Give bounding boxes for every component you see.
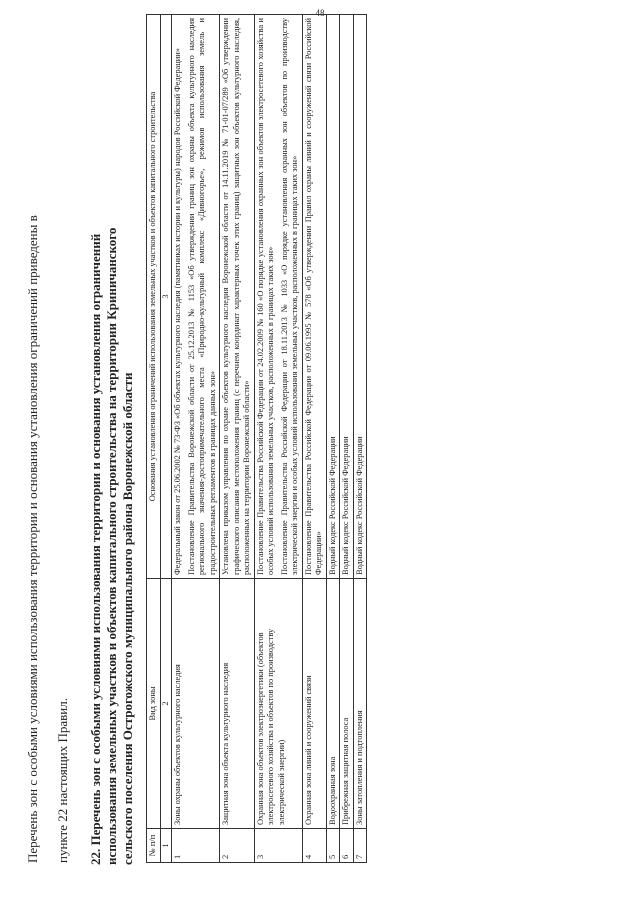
column-number: 1 — [160, 829, 172, 863]
heading-line-3: сельского поселения Острогожского муниципального района Воронежской области — [120, 372, 135, 865]
row-number: 4 — [302, 829, 326, 863]
basis-paragraph: Постановление Правительства Воронежской области от 25.12.2013 № 1153 «Об утверждении границ зон охраны объекта культурного наследия регионального значения-достопримечательного места «Природно-культурный комплекс «Дивногорье», режимов использования земель и градостроительных регламентов в границах данных зон» — [186, 18, 217, 575]
header-basis: Основания установления ограничений использования земельных участков и объектов капитального строительства — [147, 15, 161, 579]
basis-paragraph: Водный кодекс Российской Федерации — [354, 436, 364, 575]
table-row — [172, 15, 220, 863]
section-heading — [88, 20, 136, 865]
zone-basis — [220, 15, 255, 579]
basis-paragraph: Постановление Правительства Российской Федерации от 18.11.2013 № 1033 «О порядке установления охранных зон объектов по производству электрической энергии и особых условий использования земельных участков, расположенных в границах таких зон» — [279, 18, 299, 575]
intro-paragraph — [18, 23, 78, 863]
basis-paragraph: Установлена приказом управления по охране объектов культурного наследия Воронежской области от 14.11.2019 № 71-01-07/289 «Об утверждении графического описания местоположения границ (с перечнем координат характерных точек этих границ) защитных зон объектов культурного наследия, расположенных на территории Воронежской области» — [221, 18, 251, 575]
zone-basis — [353, 15, 367, 579]
row-number: 6 — [340, 829, 354, 863]
heading-line-1: 22. Перечень зон с особыми условиями использования территории и основания установления ограничений — [88, 233, 103, 865]
row-number: 7 — [353, 829, 367, 863]
row-number: 3 — [254, 829, 302, 863]
zone-type: Прибрежная защитная полоса — [340, 579, 354, 829]
zone-type: Зоны затопления и подтопления — [353, 579, 367, 829]
basis-paragraph: Водный кодекс Российской Федерации — [341, 436, 350, 575]
basis-paragraph: Водный кодекс Российской Федерации — [327, 436, 337, 575]
row-number: 5 — [326, 829, 340, 863]
zone-basis — [172, 15, 220, 579]
column-number: 3 — [160, 15, 172, 579]
zone-basis — [326, 15, 340, 579]
zone-type: Охранная зона линий и сооружений связи — [302, 579, 326, 829]
zone-type: Защитная зона объекта культурного наследия — [220, 579, 255, 829]
table-row — [254, 15, 302, 863]
zones-table — [146, 14, 367, 863]
header-num: № п/п — [147, 829, 161, 863]
basis-paragraph: Федеральный закон от 25.06.2002 № 73-ФЗ «Об объектах культурного наследия (памятниках истории и культуры) народов Российской Федерации» — [173, 48, 182, 575]
table-row — [353, 15, 367, 863]
heading-line-2: использования земельных участков и объектов капитального строительства на территории Криничанского — [104, 227, 119, 865]
table-row — [220, 15, 255, 863]
row-number: 2 — [220, 829, 255, 863]
basis-paragraph: Постановление Правительства Российской Федерации от 24.02.2009 № 160 «О порядке установления охранных зон объектов электросетевого хозяйства и особых условий использования земельных участков, расположенных в границах таких зон» — [255, 18, 275, 575]
intro-line-1: Перечень зон с особыми условиями использования территории и основания установления ограничений приведены в — [25, 215, 40, 863]
zone-basis — [254, 15, 302, 579]
table-header-row — [147, 15, 161, 863]
table-row — [326, 15, 340, 863]
zone-type: Охранная зона объектов электроэнергетики (объектов электросетевого хозяйства и объектов по производству электрической энергии) — [254, 579, 302, 829]
column-number-row — [160, 15, 172, 863]
row-number: 1 — [172, 829, 220, 863]
table-row — [340, 15, 354, 863]
basis-paragraph: Постановление Правительства Российской Федерации от 09.06.1995 № 578 «Об утверждении Правил охраны линий и сооружений связи Российской Федерации» — [303, 18, 323, 575]
column-number: 2 — [160, 579, 172, 829]
table-row — [302, 15, 326, 863]
table-body — [172, 15, 367, 863]
zone-type: Водоохранная зона — [326, 579, 340, 829]
zone-basis — [340, 15, 354, 579]
header-zone: Вид зоны — [147, 579, 161, 829]
zone-basis — [302, 15, 326, 579]
page-number: 48 — [315, 8, 325, 18]
intro-line-2: пункте 22 настоящих Правил. — [55, 698, 70, 863]
zone-type: Зоны охраны объектов культурного наследия — [172, 579, 220, 829]
